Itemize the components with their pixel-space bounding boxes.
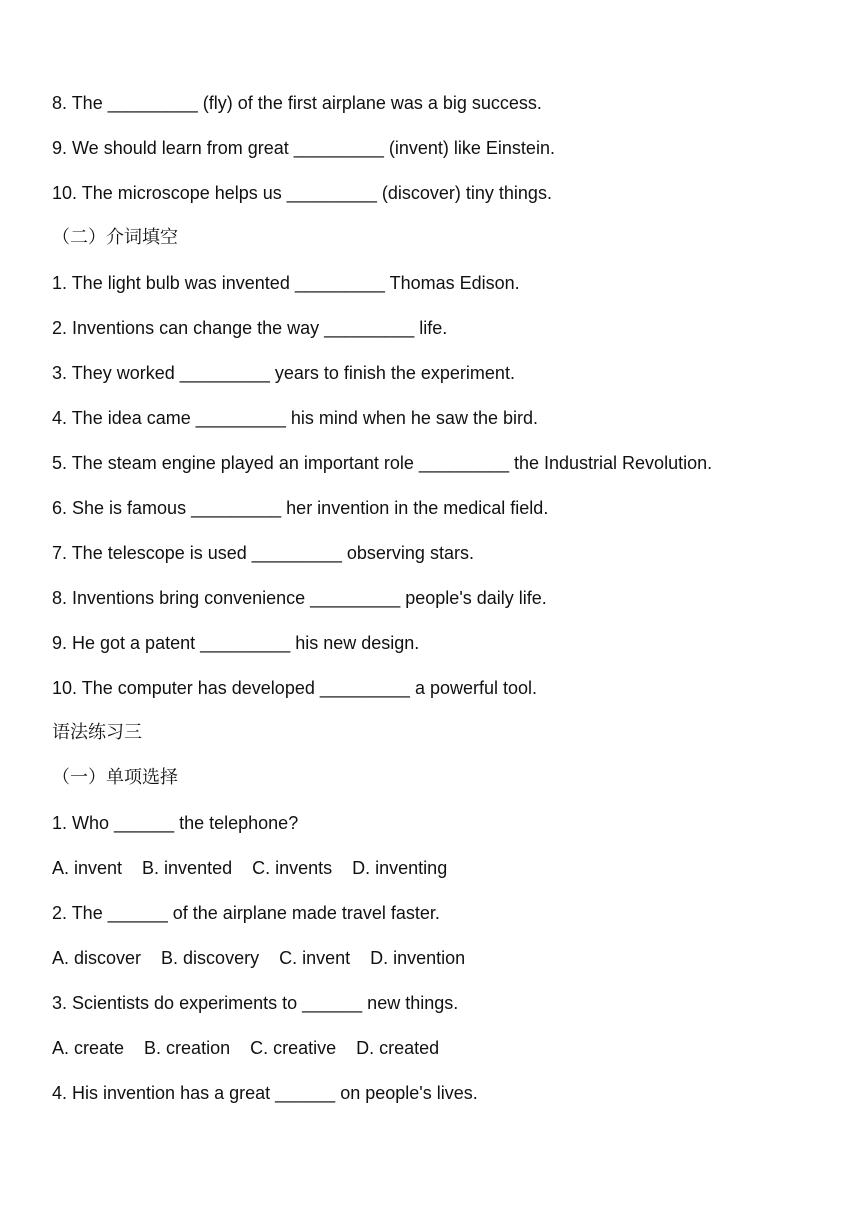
grammar-exercise-title: 语法练习三: [52, 722, 142, 743]
answer-options: A. invent B. invented C. invents D. inventing: [52, 858, 448, 878]
question-line: 7. The telescope is used _________ observing stars.: [52, 543, 474, 563]
question-line: 10. The microscope helps us _________ (discover) tiny things.: [52, 183, 552, 203]
question-line: 2. Inventions can change the way _________ life.: [52, 318, 448, 338]
question-line: 1. Who ______ the telephone?: [52, 813, 299, 833]
question-line: 8. Inventions bring convenience _________ people's daily life.: [52, 588, 547, 608]
question-line: 8. The _________ (fly) of the first airplane was a big success.: [52, 93, 542, 113]
question-line: 4. The idea came _________ his mind when he saw the bird.: [52, 408, 538, 428]
answer-options: A. create B. creation C. creative D. created: [52, 1038, 440, 1058]
question-line: 4. His invention has a great ______ on people's lives.: [52, 1083, 478, 1103]
question-line: 2. The ______ of the airplane made travel faster.: [52, 903, 440, 923]
question-line: 9. We should learn from great _________ (invent) like Einstein.: [52, 138, 555, 158]
section-heading-multiple-choice: （一）单项选择: [52, 767, 178, 788]
question-line: 1. The light bulb was invented _________ Thomas Edison.: [52, 273, 520, 293]
question-line: 9. He got a patent _________ his new design.: [52, 633, 420, 653]
section-heading-prepositions: （二）介词填空: [52, 227, 178, 248]
question-line: 6. She is famous _________ her invention in the medical field.: [52, 498, 549, 518]
question-line: 3. They worked _________ years to finish the experiment.: [52, 363, 515, 383]
question-line: 3. Scientists do experiments to ______ new things.: [52, 993, 459, 1013]
question-line: 10. The computer has developed _________ a powerful tool.: [52, 678, 538, 698]
question-line: 5. The steam engine played an important role _________ the Industrial Revolution.: [52, 453, 713, 473]
exercise-content: [52, 88, 842, 1123]
answer-options: A. discover B. discovery C. invent D. invention: [52, 948, 466, 968]
